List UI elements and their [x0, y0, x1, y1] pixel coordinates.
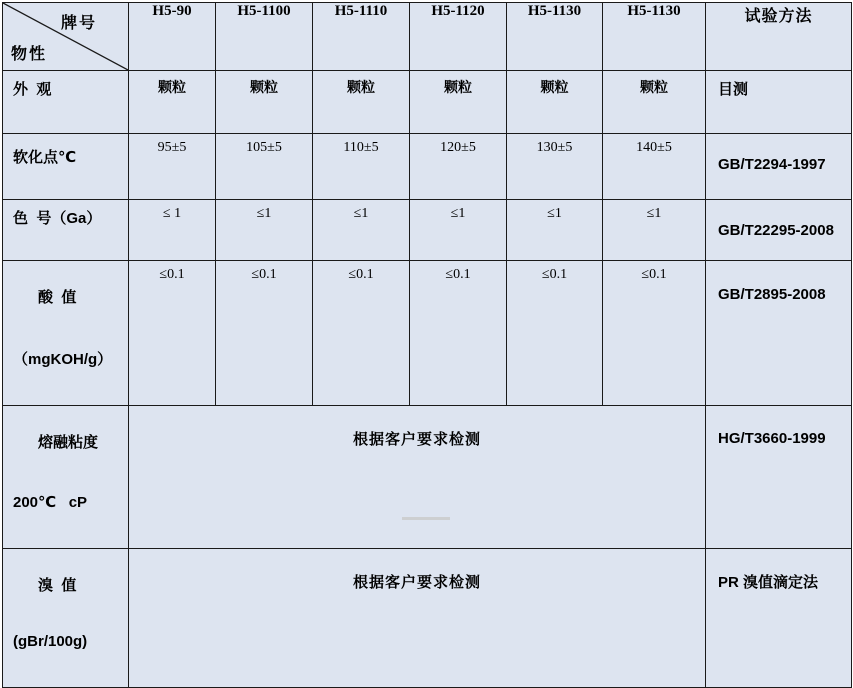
- bottom-edge-artifact: [402, 517, 450, 520]
- row-label-bromine-value: [3, 549, 129, 688]
- merged-value-cell-bromine: 根据客户要求检测: [129, 549, 706, 688]
- value-cell: 颗粒: [410, 71, 507, 134]
- method-cell-gb-t22295: GB/T22295-2008: [706, 200, 852, 261]
- header-row: [3, 3, 852, 71]
- value-cell: ≤1: [603, 200, 706, 261]
- row-melt-viscosity: [3, 406, 852, 549]
- row-label-softening-point: 软化点℃: [3, 134, 129, 200]
- row-label-line1: 酸 值: [38, 289, 77, 306]
- row-label-appearance: 外 观: [3, 71, 129, 134]
- method-cell-visual: 目测: [706, 71, 852, 134]
- merged-value-cell-viscosity: 根据客户要求检测: [129, 406, 706, 549]
- col-header-test-method: 试验方法: [706, 3, 852, 71]
- value-cell: ≤0.1: [603, 261, 706, 406]
- value-cell: ≤0.1: [129, 261, 216, 406]
- value-cell: 颗粒: [129, 71, 216, 134]
- row-label-line1: 熔融粘度: [38, 434, 99, 451]
- method-cell-pr-bromine-titration: PR 溴值滴定法: [706, 549, 852, 688]
- col-header-h5-1100: H5-1100: [216, 3, 313, 71]
- value-cell: ≤0.1: [313, 261, 410, 406]
- row-label-melt-viscosity: [3, 406, 129, 549]
- value-cell: 颗粒: [603, 71, 706, 134]
- value-cell: ≤1: [507, 200, 603, 261]
- value-cell: ≤0.1: [216, 261, 313, 406]
- row-softening-point: [3, 134, 852, 200]
- value-cell: 95±5: [129, 134, 216, 200]
- value-cell: ≤0.1: [410, 261, 507, 406]
- col-header-h5-1120: H5-1120: [410, 3, 507, 71]
- row-label-acid-value: [3, 261, 129, 406]
- value-cell: 颗粒: [313, 71, 410, 134]
- row-label-line2: (gBr/100g): [13, 633, 88, 650]
- row-label-line2: （mgKOH/g）: [13, 351, 113, 368]
- row-label-color-number: 色 号（Ga）: [3, 200, 129, 261]
- product-spec-table: [2, 2, 852, 688]
- method-cell-hg-t3660: HG/T3660-1999: [706, 406, 852, 549]
- value-cell: 105±5: [216, 134, 313, 200]
- corner-label-brand: 牌号: [61, 15, 98, 32]
- row-color-number: [3, 200, 852, 261]
- row-label-line1: 溴 值: [38, 577, 77, 594]
- value-cell: ≤ 1: [129, 200, 216, 261]
- value-cell: ≤1: [410, 200, 507, 261]
- method-cell-gb-t2895: GB/T2895-2008: [706, 261, 852, 406]
- value-cell: 130±5: [507, 134, 603, 200]
- corner-label-property: 物性: [11, 46, 48, 63]
- method-cell-gb-t2294: GB/T2294-1997: [706, 134, 852, 200]
- value-cell: ≤1: [216, 200, 313, 261]
- value-cell: 颗粒: [507, 71, 603, 134]
- col-header-h5-90: H5-90: [129, 3, 216, 71]
- value-cell: 140±5: [603, 134, 706, 200]
- col-header-h5-1130b: H5-1130: [603, 3, 706, 71]
- value-cell: 110±5: [313, 134, 410, 200]
- row-bromine-value: [3, 549, 852, 688]
- row-appearance: [3, 71, 852, 134]
- row-label-line2: 200℃ cP: [13, 494, 88, 511]
- col-header-h5-1130a: H5-1130: [507, 3, 603, 71]
- value-cell: 120±5: [410, 134, 507, 200]
- value-cell: ≤1: [313, 200, 410, 261]
- col-header-h5-1110: H5-1110: [313, 3, 410, 71]
- value-cell: ≤0.1: [507, 261, 603, 406]
- corner-cell: [3, 3, 129, 71]
- value-cell: 颗粒: [216, 71, 313, 134]
- row-acid-value: [3, 261, 852, 406]
